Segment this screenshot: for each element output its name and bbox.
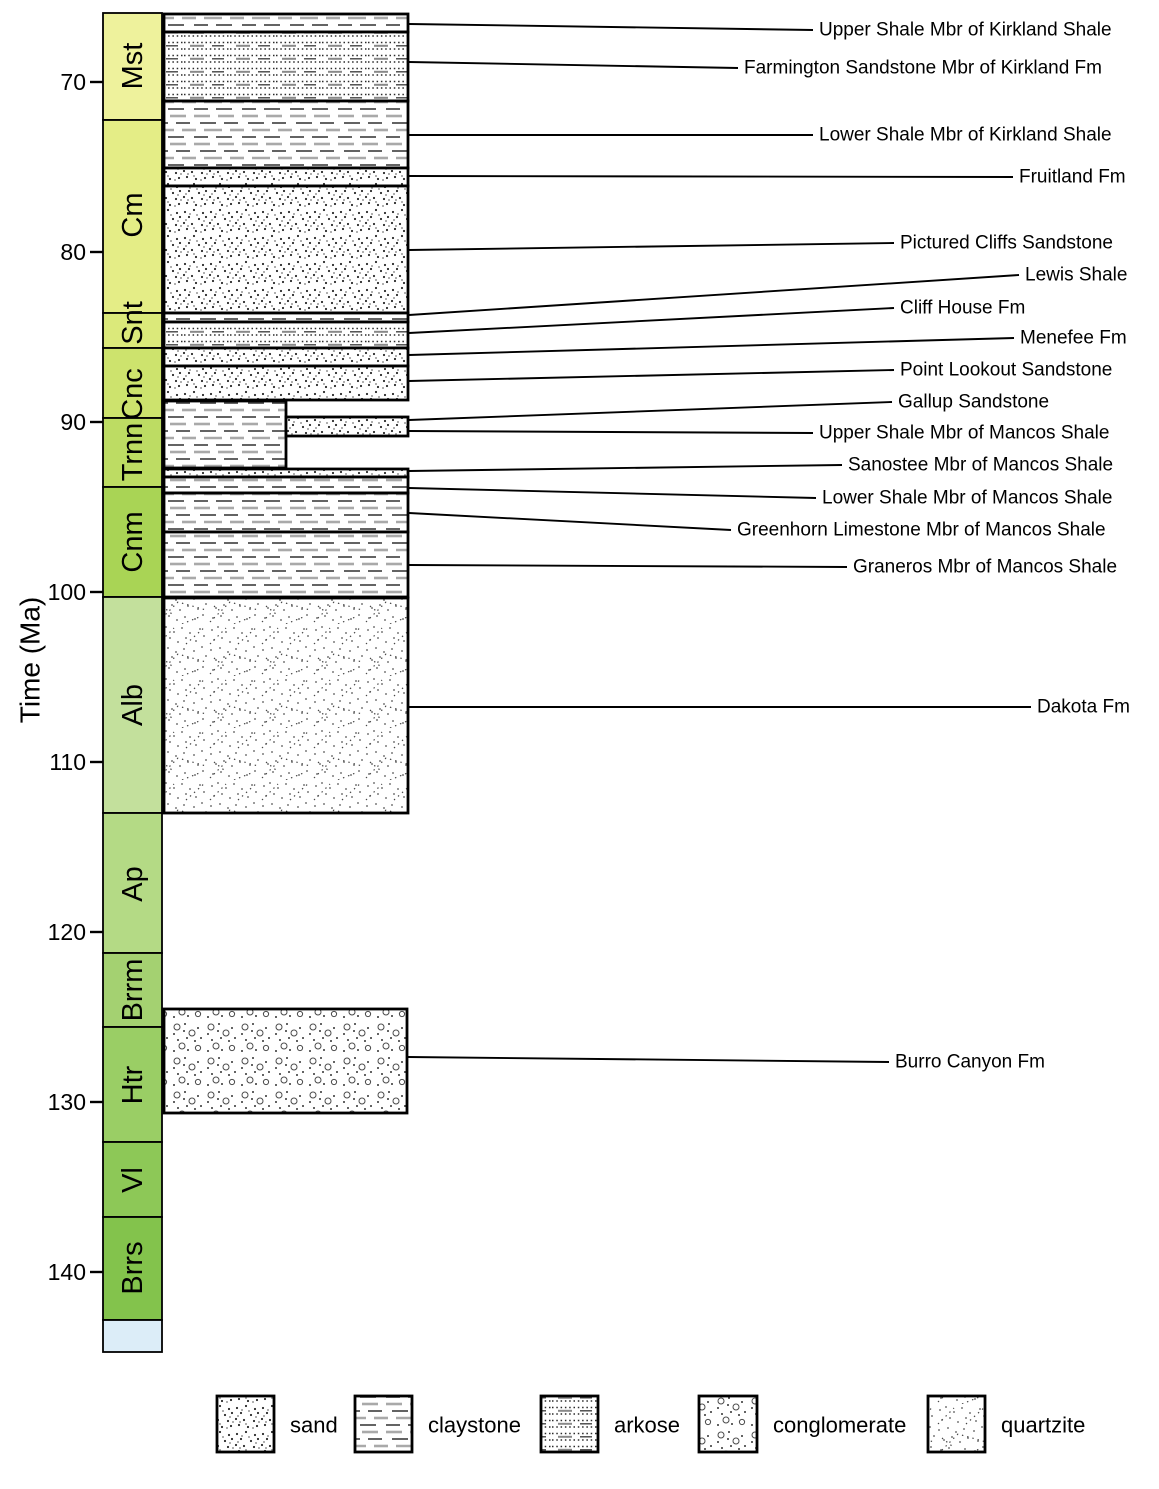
axis-ticks <box>90 82 103 1272</box>
legend-swatch-conglomerate <box>699 1396 757 1452</box>
band-pictured-cliffs <box>164 186 408 313</box>
legend-swatch-sand <box>217 1396 274 1452</box>
band-dakota-fm <box>164 598 408 813</box>
legend-label-claystone: claystone <box>428 1412 521 1438</box>
band-farmington-sandstone <box>164 32 408 101</box>
band-point-lookout <box>164 366 408 400</box>
stage-label-brrs: Brrs <box>117 1241 149 1295</box>
stage-label-snt: Snt <box>117 301 149 345</box>
axis-tick-label-120: 120 <box>47 919 86 945</box>
formation-label-pictured-cliffs: Pictured Cliffs Sandstone <box>900 232 1113 254</box>
leader-farmington <box>409 62 738 68</box>
leader-menefee <box>409 338 1014 355</box>
stage-label-alb: Alb <box>117 684 149 726</box>
legend-swatch-quartzite <box>928 1396 985 1452</box>
axis-tick-label-140: 140 <box>47 1259 86 1285</box>
leader-upper-mancos <box>409 431 813 433</box>
axis-tick-label-90: 90 <box>60 409 86 435</box>
band-graneros-mbr <box>164 532 408 597</box>
leader-gallup <box>409 402 892 420</box>
stage-label-cnm: Cnm <box>117 511 149 573</box>
legend <box>217 1396 1085 1452</box>
leader-cliff-house <box>409 308 894 333</box>
band-menefee-fm <box>164 348 408 366</box>
formation-label-fruitland: Fruitland Fm <box>1019 166 1126 188</box>
axis-title: Time (Ma) <box>14 596 46 724</box>
band-fruitland-fm <box>164 168 408 186</box>
formation-label-lower-mancos: Lower Shale Mbr of Mancos Shale <box>822 487 1113 509</box>
band-upper-kirkland-shale <box>164 14 408 32</box>
time-axis <box>15 69 104 1285</box>
band-burro-canyon-fm <box>164 1009 407 1113</box>
legend-label-arkose: arkose <box>614 1412 681 1438</box>
formation-label-greenhorn: Greenhorn Limestone Mbr of Mancos Shale <box>737 519 1106 541</box>
formation-label-sanostee: Sanostee Mbr of Mancos Shale <box>848 454 1114 476</box>
formation-label-lower-kirkland: Lower Shale Mbr of Kirkland Shale <box>819 124 1112 146</box>
band-lower-kirkland-shale <box>164 101 408 168</box>
band-lower-mancos-shale <box>164 477 408 493</box>
band-upper-mancos-shale <box>164 401 286 468</box>
stage-label-cnc: Cnc <box>117 368 149 420</box>
axis-tick-label-110: 110 <box>49 749 86 775</box>
band-gallup-sandstone <box>286 417 408 436</box>
lithology-column <box>164 14 408 1113</box>
formation-label-menefee: Menefee Fm <box>1020 327 1127 349</box>
formation-label-point-lookout: Point Lookout Sandstone <box>900 359 1113 381</box>
leader-greenhorn <box>409 513 731 530</box>
leader-pictured-cliffs <box>409 243 894 250</box>
leader-graneros <box>409 565 847 567</box>
axis-tick-label-80: 80 <box>60 239 86 265</box>
formation-label-lewis: Lewis Shale <box>1025 264 1128 286</box>
axis-tick-label-70: 70 <box>60 69 86 95</box>
leader-burro-canyon <box>408 1057 889 1062</box>
legend-label-conglomerate: conglomerate <box>773 1412 907 1438</box>
formation-label-graneros: Graneros Mbr of Mancos Shale <box>853 556 1118 578</box>
leader-lines <box>408 24 1031 1062</box>
leader-lower-mancos <box>409 488 816 498</box>
formation-label-dakota: Dakota Fm <box>1037 696 1130 718</box>
legend-swatch-arkose <box>541 1396 598 1452</box>
stage-box-jurassic <box>103 1320 162 1352</box>
stage-label-htr: Htr <box>117 1065 149 1105</box>
stage-label-brrm: Brrm <box>117 958 149 1022</box>
band-greenhorn-limestone <box>164 493 408 532</box>
axis-tick-label-130: 130 <box>47 1089 86 1115</box>
formation-label-farmington: Farmington Sandstone Mbr of Kirkland Fm <box>744 57 1102 79</box>
formation-label-upper-mancos: Upper Shale Mbr of Mancos Shale <box>819 422 1110 444</box>
stage-label-mst: Mst <box>117 42 149 90</box>
formation-label-upper-kirkland: Upper Shale Mbr of Kirkland Shale <box>819 19 1112 41</box>
legend-label-sand: sand <box>290 1412 338 1438</box>
formation-label-gallup: Gallup Sandstone <box>898 391 1050 413</box>
stage-label-cm: Cm <box>117 192 149 238</box>
leader-upper-kirkland <box>409 24 813 30</box>
legend-swatch-claystone <box>355 1396 412 1452</box>
formation-label-burro-canyon: Burro Canyon Fm <box>895 1051 1045 1073</box>
leader-point-lookout <box>409 370 894 381</box>
stage-label-vl: Vl <box>117 1167 149 1193</box>
legend-label-quartzite: quartzite <box>1001 1412 1086 1438</box>
formation-label-cliff-house: Cliff House Fm <box>900 297 1026 319</box>
axis-tick-label-100: 100 <box>47 579 86 605</box>
stage-label-ap: Ap <box>117 866 149 902</box>
stage-label-trnn: Trnn <box>117 422 149 482</box>
leader-sanostee <box>409 465 842 471</box>
band-cliff-house-fm <box>164 322 408 348</box>
leader-fruitland <box>409 176 1013 177</box>
